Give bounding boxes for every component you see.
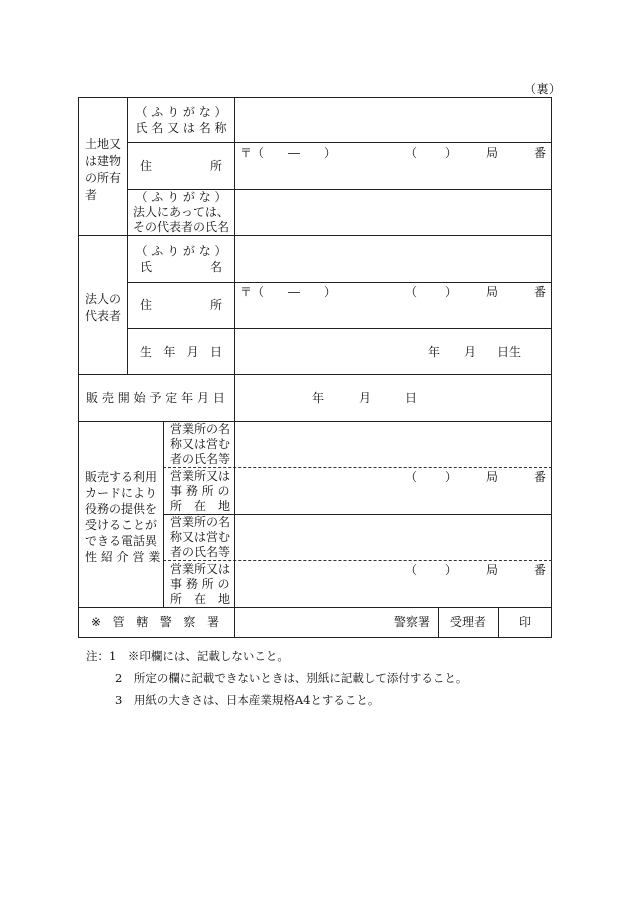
- rep-phone-kyoku: 局: [486, 285, 499, 299]
- owner-phone-close: ）: [445, 146, 458, 160]
- rep-header: 法人の 代表者: [85, 292, 122, 323]
- rep-dob-year: 年: [428, 345, 441, 359]
- rule: [127, 282, 552, 283]
- rep-phone-open: （: [405, 285, 418, 299]
- rule-dashed: [163, 560, 552, 561]
- office-1-phone-kyoku: 局: [486, 470, 499, 484]
- rule: [163, 421, 164, 607]
- rep-name-label-kana: （ ふ り が な ）: [135, 244, 227, 258]
- office-2-phone-open: （: [405, 563, 418, 577]
- rule: [498, 607, 499, 638]
- office-2-phone-ban: 番: [534, 563, 547, 577]
- rule: [438, 607, 439, 638]
- note-2: 2 所定の欄に記載できないときは、別紙に記載して添付すること。: [115, 671, 468, 685]
- owner-postal-code: 〒（ ― ）: [240, 146, 337, 160]
- owner-phone-kyoku: 局: [486, 146, 499, 160]
- owner-name-label: （ ふ り が な ） 氏 名 又 は 名 称: [135, 105, 227, 135]
- rule: [127, 142, 552, 143]
- office-name-label-2: 営業所の名 称又は営む 者の氏名等: [170, 515, 231, 559]
- receiver-label: 受理者: [450, 615, 487, 629]
- office-addr-label-2: 営業所又は 事 務 所 の 所 在 地: [170, 562, 231, 606]
- rule: [78, 607, 552, 608]
- sales-start-label: 販 売 開 始 予 定 年 月 日: [86, 391, 225, 405]
- rep-dob-day: 日生: [497, 345, 522, 359]
- rep-address-label: 住 所: [140, 298, 222, 312]
- note-1: 注：1 ※印欄には、記載しないこと。: [86, 649, 289, 663]
- rule: [127, 328, 552, 329]
- note-3: 3 用紙の大きさは、日本産業規格A4とすること。: [115, 693, 380, 707]
- rep-phone-close: ）: [445, 285, 458, 299]
- rule: [234, 97, 235, 638]
- jurisdiction-label: ※ 管 轄 警 察 署: [91, 615, 219, 629]
- rule-dashed: [163, 467, 552, 468]
- owner-rep-label: （ ふ り が な ） 法人にあっては、 その代表者の氏名: [132, 190, 229, 234]
- rep-name-label: 氏 名: [140, 260, 222, 274]
- sales-start-day: 日: [405, 391, 418, 405]
- rep-phone-ban: 番: [534, 285, 547, 299]
- office-addr-label-1: 営業所又は 事 務 所 の 所 在 地: [170, 469, 231, 513]
- rule: [78, 374, 552, 375]
- office-1-phone-close: ）: [445, 470, 458, 484]
- service-header: 販売する利用 カードにより 役務の提供を 受けることが できる電話異 性 紹 介 営 業: [85, 470, 161, 564]
- sales-start-year: 年: [312, 391, 325, 405]
- office-1-phone-open: （: [405, 470, 418, 484]
- office-2-phone-close: ）: [445, 563, 458, 577]
- seal-label: 印: [519, 615, 532, 629]
- owner-phone-ban: 番: [534, 146, 547, 160]
- rep-dob-label: 生 年 月 日: [140, 345, 222, 359]
- rule: [78, 235, 552, 236]
- notes: [86, 645, 467, 711]
- rule: [78, 421, 552, 422]
- rep-dob-month: 月: [464, 345, 477, 359]
- police-station-label: 警察署: [394, 615, 431, 629]
- page-side-mark: （裏）: [524, 82, 562, 96]
- sales-start-month: 月: [359, 391, 372, 405]
- owner-phone-open: （: [405, 146, 418, 160]
- office-1-phone-ban: 番: [534, 470, 547, 484]
- rep-postal-code: 〒（ ― ）: [240, 285, 337, 299]
- office-name-label-1: 営業所の名 称又は営む 者の氏名等: [170, 422, 231, 466]
- owner-header: 土地又 は建物 の所有 者: [85, 137, 122, 202]
- office-2-phone-kyoku: 局: [486, 563, 499, 577]
- owner-address-label: 住 所: [140, 159, 222, 173]
- rule: [127, 97, 128, 375]
